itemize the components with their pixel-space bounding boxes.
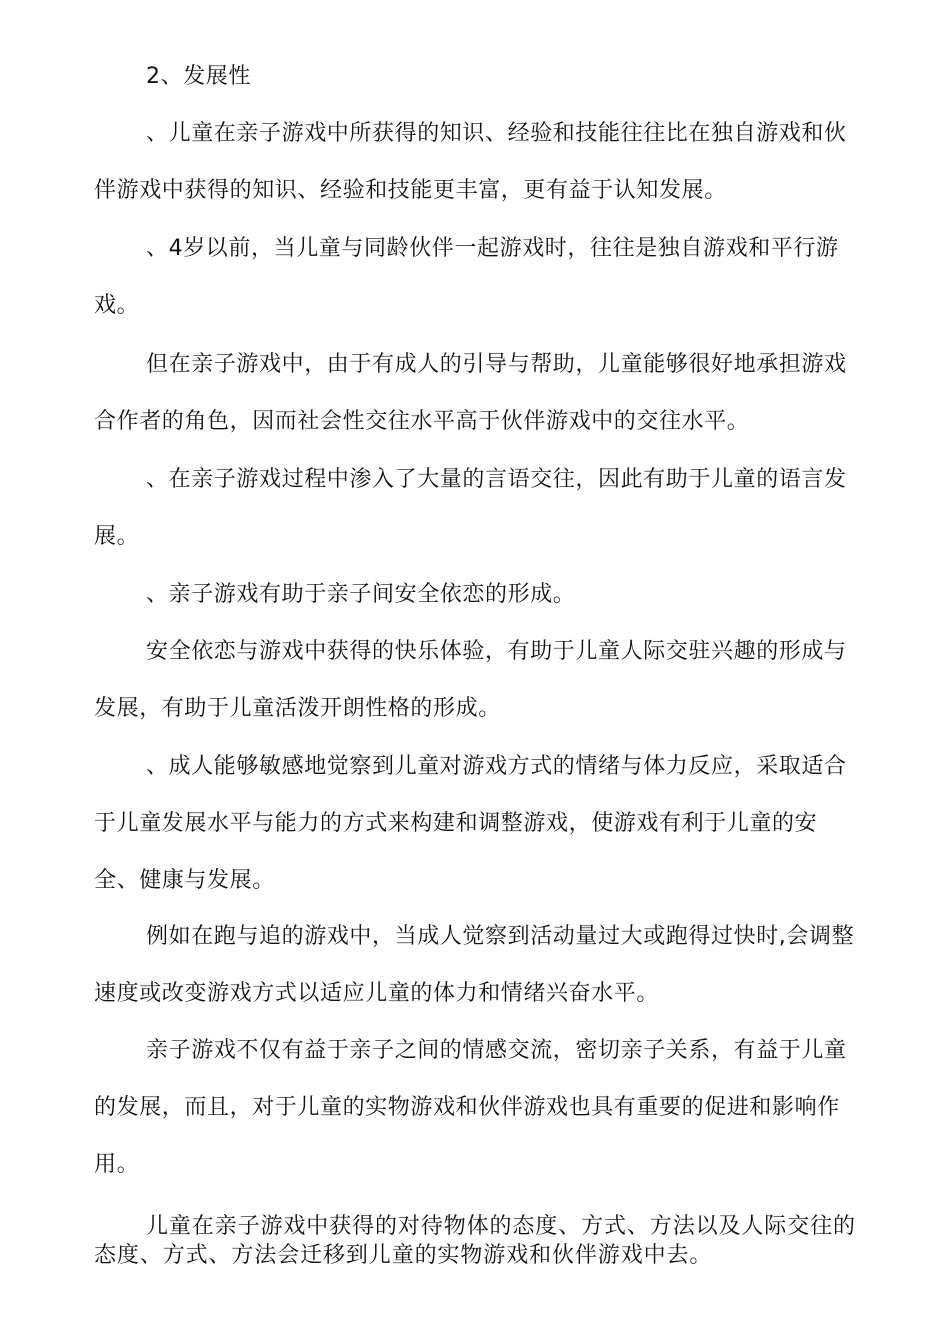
paragraph: 、在亲子游戏过程中渗入了大量的言语交往，因此有助于儿童的语言发展。 bbox=[94, 467, 847, 549]
section-heading: 2、发展性 bbox=[146, 64, 251, 89]
paragraph: 、儿童在亲子游戏中所获得的知识、经验和技能往往比在独自游戏和伙伴游戏中获得的知识、经验和技能更丰富，更有益于认知发展。 bbox=[94, 121, 847, 203]
paragraph: 安全依恋与游戏中获得的快乐体验，有助于儿童人际交驻兴趣的形成与发展，有助于儿童活泼开朗性格的形成。 bbox=[94, 639, 847, 721]
paragraph: 但在亲子游戏中，由于有成人的引导与帮助，儿童能够很好地承担游戏合作者的角色，因而社会性交往水平高于伙伴游戏中的交往水平。 bbox=[94, 352, 847, 434]
paragraph: 例如在跑与追的游戏中，当成人觉察到活动量过大或跑得过快时,会调整速度或改变游戏方式以适应儿童的体力和情绪兴奋水平。 bbox=[94, 924, 855, 1006]
paragraph: 儿童在亲子游戏中获得的对待物体的态度、方式、方法以及人际交往的态度、方式、方法会迁移到儿童的实物游戏和伙伴游戏中去。 bbox=[94, 1214, 856, 1268]
paragraph: 亲子游戏不仅有益于亲子之间的情感交流，密切亲子关系，有益于儿童的发展，而且，对于儿童的实物游戏和伙伴游戏也具有重要的促进和影响作用。 bbox=[94, 1038, 847, 1177]
paragraph: 、亲子游戏有助于亲子间安全依恋的形成。 bbox=[146, 582, 576, 607]
paragraph: 、4岁以前，当儿童与同龄伙伴一起游戏时，往往是独自游戏和平行游戏。 bbox=[94, 236, 839, 318]
paragraph: 、成人能够敏感地觉察到儿童对游戏方式的情绪与体力反应，采取适合于儿童发展水平与能力的方式来构建和调整游戏，使游戏有利于儿童的安全、健康与发展。 bbox=[94, 754, 847, 893]
